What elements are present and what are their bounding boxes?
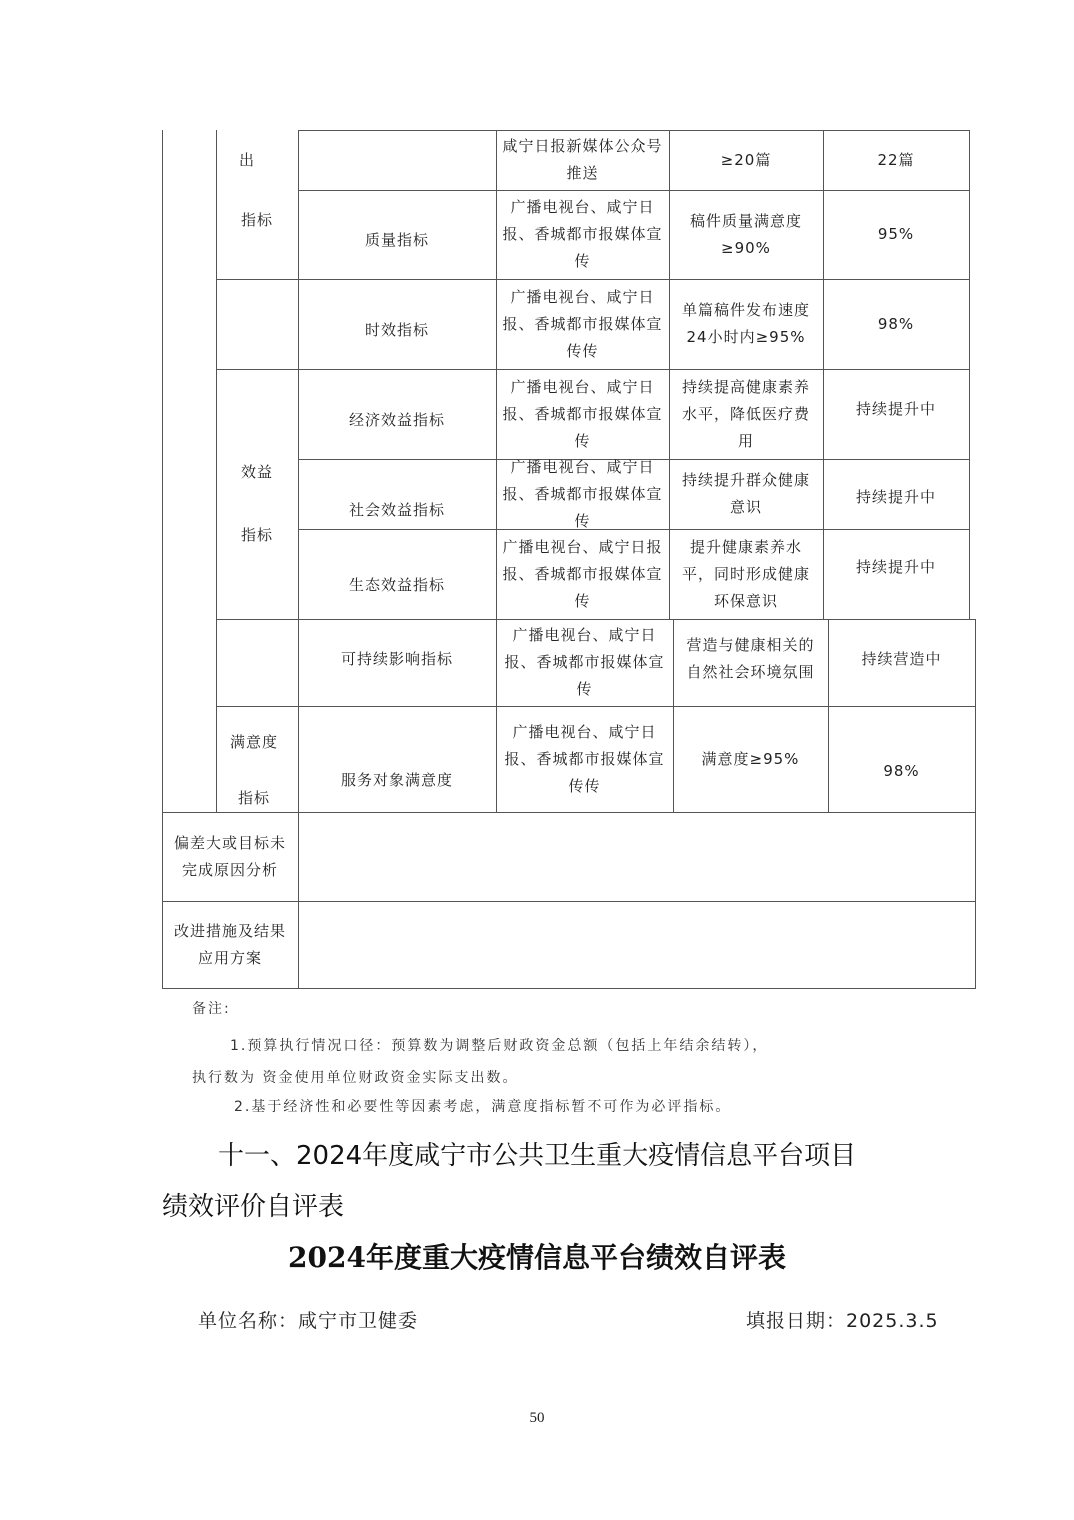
row-actual: 持续提升中 [855,487,936,506]
row-index: 持续提高健康素养水平，降低医疗费用 [681,377,810,450]
deviation-label: 偏差大或目标未完成原因分析 [173,833,286,879]
row-index: ≥20篇 [720,150,772,169]
notes-line-2: 执行数为 资金使用单位财政资金实际支出数。 [192,1070,519,1086]
improve-label: 改进措施及结果应用方案 [173,921,286,967]
unit-name: 单位名称：咸宁市卫健委 [198,1310,419,1332]
category-output-char: 出 [238,150,255,169]
row-actual: 22篇 [877,150,915,169]
row-sub: 服务对象满意度 [340,770,453,789]
row-target: 广播电视台、咸宁日报报、香城都市报媒体宣传 [502,537,663,610]
row-actual: 持续提升中 [855,399,936,418]
row-index: 提升健康素养水平，同时形成健康环保意识 [681,537,810,610]
row-target: 广播电视台、咸宁日报、香城都市报媒体宣传传 [502,287,663,360]
row-index: 稿件质量满意度≥90% [689,211,802,257]
row-actual: 持续提升中 [855,557,936,576]
form-title: 2024年度重大疫情信息平台绩效自评表 [288,1241,786,1274]
row-target: 广播电视台、咸宁日报、香城都市报媒体宣传 [502,198,663,270]
row-sub: 时效指标 [364,320,429,339]
category-output-label: 指标 [240,210,273,229]
notes-line-1: 1.预算执行情况口径：预算数为调整后财政资金总额（包括上年结余结转）， [230,1038,769,1054]
category-satisfaction-label: 满意度 [229,732,278,751]
section-heading-line-1: 十一、2024年度咸宁市公共卫生重大疫情信息平台项目 [218,1141,857,1171]
notes-title: 备注: [192,1001,231,1017]
row-target: 广播电视台、咸宁日报、香城都市报媒体宣传传 [504,722,665,795]
row-index: 营造与健康相关的自然社会环境氛围 [686,636,815,681]
row-actual: 98% [883,761,920,780]
row-sub: 社会效益指标 [348,500,445,519]
notes-line-3: 2.基于经济性和必要性等因素考虑，满意度指标暂不可作为必评指标。 [234,1099,732,1115]
row-sub: 经济效益指标 [348,410,445,429]
page-number: 50 [529,1410,545,1426]
row-sub: 质量指标 [364,230,429,249]
row-index: 满意度≥95% [701,749,800,768]
report-date: 填报日期：2025.3.5 [746,1310,939,1332]
deviation-value [298,812,975,901]
row-target: 咸宁日报新媒体公众号推送 [502,137,663,182]
row-index: 持续提升群众健康意识 [681,471,810,516]
row-index: 单篇稿件发布速度24小时内≥95% [681,301,810,346]
category-benefit-label: 效益 [240,462,273,481]
row-actual: 95% [877,225,915,243]
row-target: 广播电视台、咸宁日报、香城都市报媒体宣传 [504,626,665,698]
row-actual: 持续营造中 [861,649,942,668]
row-target: 广播电视台、咸宁日报、香城都市报媒体宣传 [502,377,663,450]
category-benefit-label-2: 指标 [240,525,273,544]
row-target: 广播电视台、咸宁日报、香城都市报媒体宣传 [502,457,663,530]
section-heading-line-2: 绩效评价自评表 [162,1192,345,1222]
category-satisfaction-label-2: 指标 [237,788,270,807]
improve-value [298,901,975,988]
row-sub: 可持续影响指标 [340,649,453,668]
row-actual: 98% [877,314,915,333]
row-sub: 生态效益指标 [348,575,445,594]
